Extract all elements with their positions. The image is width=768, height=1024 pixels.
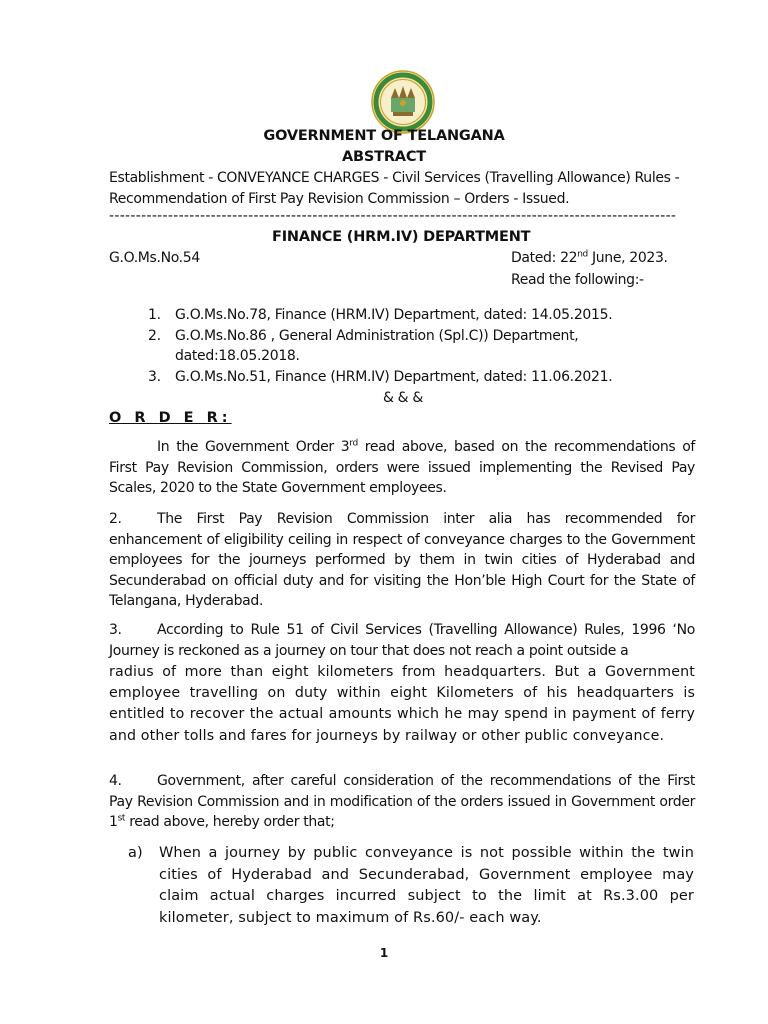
telangana-emblem-icon [371,70,435,134]
subject-line-2: Recommendation of First Pay Revision Commission – Orders - Issued. [109,191,570,207]
go-date: Dated: 22nd June, 2023. [511,249,668,266]
page-number: 1 [379,946,389,960]
subject-line-1: Establishment - CONVEYANCE CHARGES - Civil Services (Travelling Allowance) Rules - [109,170,680,186]
go-number: G.O.Ms.No.54 [109,250,200,266]
order-heading: O R D E R: [109,410,232,426]
sub-item: a) When a journey by public conveyance is not possible within the twin cities of Hyderabad and Secunderabad, Government employee may claim actual charges incurred subject to the limit at Rs.3.00 per kilometer, subject to maximum of Rs.60/- each way. [128,845,694,926]
paragraph-3-continued: radius of more than eight kilometers from headquarters. But a Government employee travelling on duty within eight Kilometers of his headquarters is entitled to recover the actual amounts which he may spend in payment of ferry and other tolls and fares for journeys by railway or other public conveyance. [109,664,695,744]
paragraph-2: 2. The First Pay Revision Commission inter alia has recommended for enhancement of eligibility ceiling in respect of conveyance charges to the Government employees for the journeys performed by them in twin cities of Hyderabad and Secunderabad on official duty and for visiting the Hon’ble High Court for the State of Telangana, Hyderabad. [109,511,695,610]
paragraph-3: 3. According to Rule 51 of Civil Services (Travelling Allowance) Rules, 1996 ‘No Journey is reckoned as a journey on tour that does not reach a point outside a [109,622,695,659]
paragraph-1: In the Government Order 3rd read above, based on the recommendations of First Pay Revision Commission, orders were issued implementing the Revised Pay Scales, 2020 to the State Government employees. [109,438,696,497]
reference-item-continuation: dated:18.05.2018. [175,348,300,364]
reference-item: 1. G.O.Ms.No.78, Finance (HRM.IV) Department, dated: 14.05.2015. [148,307,613,323]
separator-line: ---------------------------------------------------------------------------------------------------------- [109,208,677,224]
reference-item: 2. G.O.Ms.No.86 , General Administration (Spl.C)) Department, [148,328,579,344]
department-title: FINANCE (HRM.IV) DEPARTMENT [272,229,531,245]
ampersand-separator: & & & [383,390,423,406]
read-following: Read the following:- [511,272,644,288]
reference-item: 3. G.O.Ms.No.51, Finance (HRM.IV) Department, dated: 11.06.2021. [148,369,613,385]
abstract-title: ABSTRACT [342,149,426,165]
paragraph-4: 4. Government, after careful consideration of the recommendations of the First Pay Revision Commission and in modification of the orders issued in Government order 1st read above, hereby order that; [109,773,695,831]
government-title: GOVERNMENT OF TELANGANA [263,128,505,144]
